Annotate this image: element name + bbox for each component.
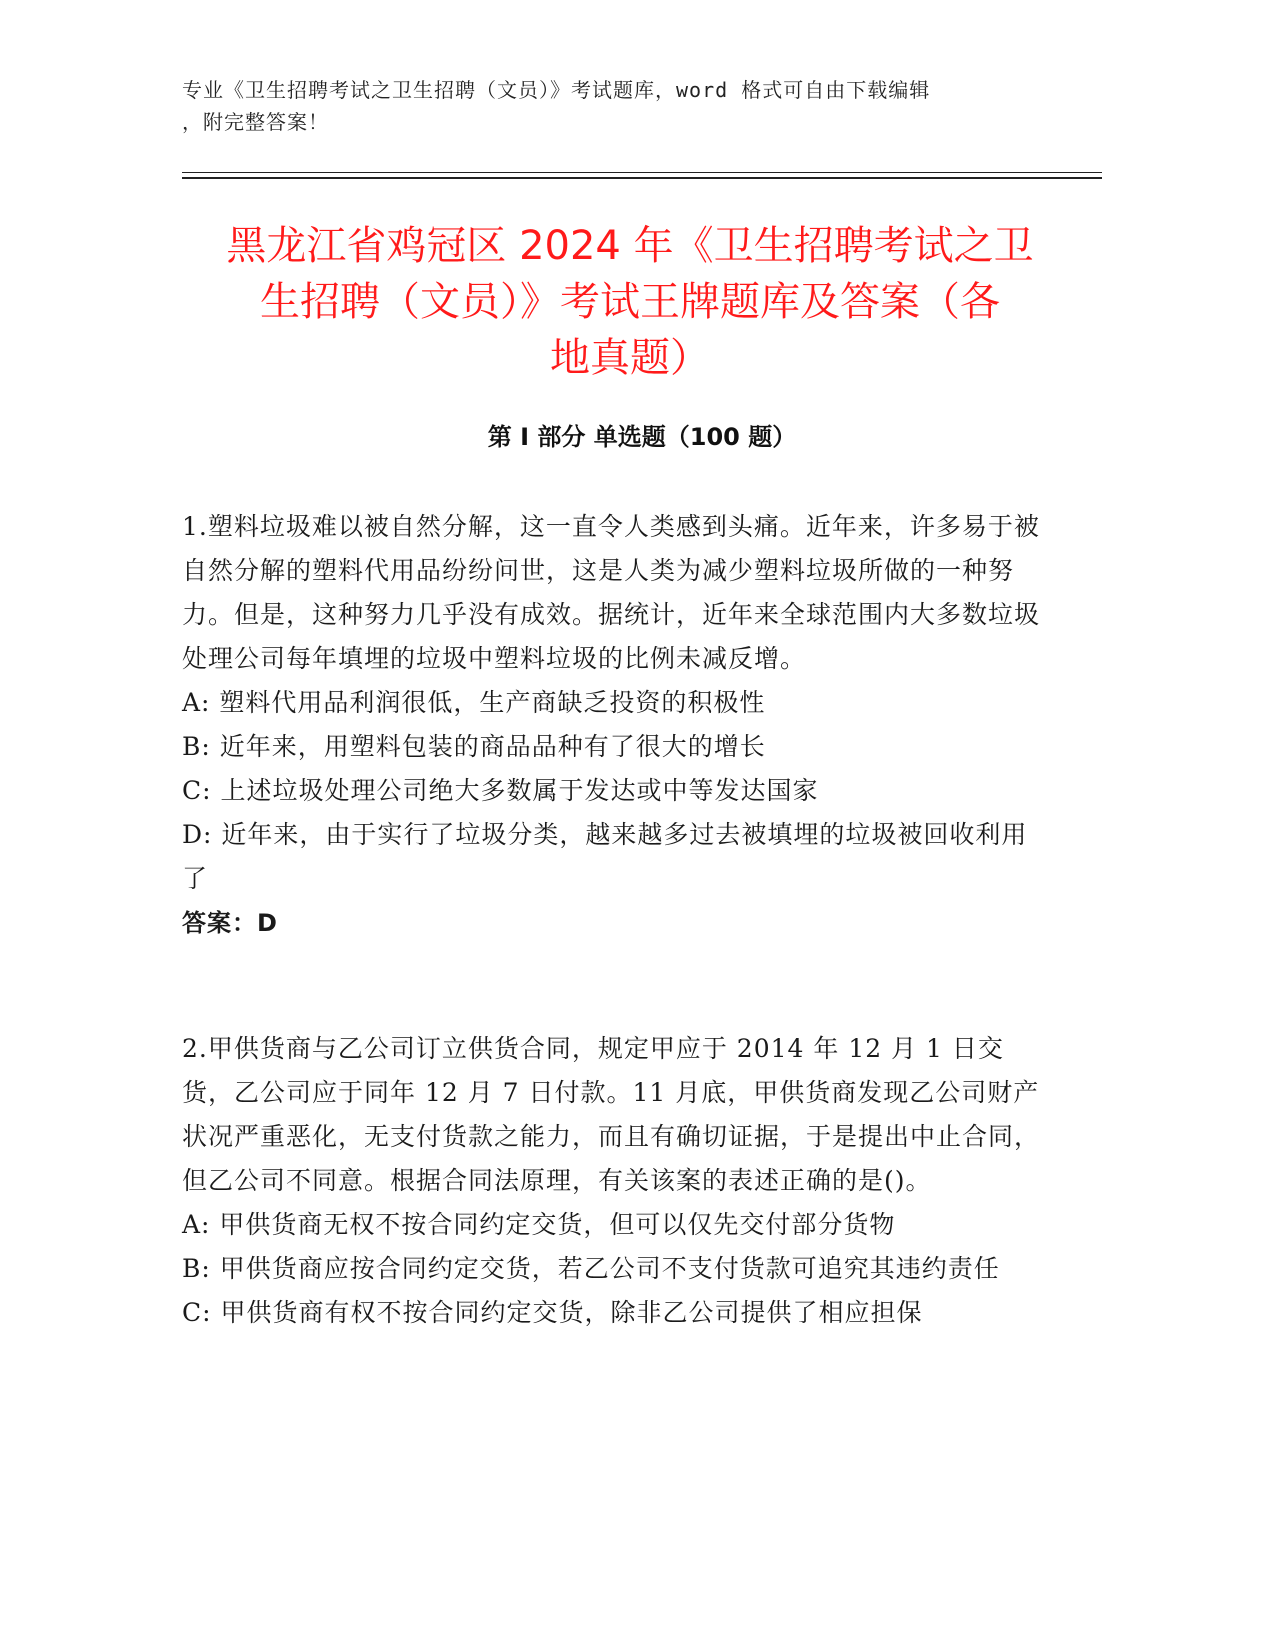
document-title-line-1: 黑龙江省鸡冠区 2024 年《卫生招聘考试之卫 xyxy=(226,223,1034,269)
header-note-line-2: ，附完整答案！ xyxy=(182,110,329,134)
question-1 xyxy=(182,505,1042,945)
option-a: A: 塑料代用品利润很低，生产商缺乏投资的积极性 xyxy=(182,688,766,717)
question-stem: 2.甲供货商与乙公司订立供货合同，规定甲应于 2014 年 12 月 1 日交货，乙公司应于同年 12 月 7 日付款。11 月底，甲供货商发现乙公司财产状况严重恶化，无支付货款之能力，而且有确切证据，于是提出中止合同，但乙公司不同意。根据合同法原理，有关该案的表述正确的是()。 xyxy=(182,1034,1041,1195)
header-divider-thin xyxy=(182,172,1102,173)
header-note-line-1: 专业《卫生招聘考试之卫生招聘（文员）》考试题库，word 格式可自由下载编辑 xyxy=(182,78,931,102)
option-b: B: 甲供货商应按合同约定交货，若乙公司不支付货款可追究其违约责任 xyxy=(182,1254,1000,1283)
option-c: C: 甲供货商有权不按合同约定交货，除非乙公司提供了相应担保 xyxy=(182,1298,923,1327)
document-title-line-2: 生招聘（文员）》考试王牌题库及答案（各 xyxy=(260,279,1000,325)
section-heading: 第 I 部分 单选题（100 题） xyxy=(487,423,797,451)
option-d: D: 近年来，由于实行了垃圾分类，越来越多过去被填埋的垃圾被回收利用了 xyxy=(182,820,1028,893)
option-c: C: 上述垃圾处理公司绝大多数属于发达或中等发达国家 xyxy=(182,776,819,805)
option-a: A: 甲供货商无权不按合同约定交货，但可以仅先交付部分货物 xyxy=(182,1210,896,1239)
header-divider-thick xyxy=(182,177,1102,179)
document-title xyxy=(170,218,1090,386)
document-title-line-3: 地真题） xyxy=(550,335,710,381)
header-note xyxy=(182,74,1062,138)
option-b: B: 近年来，用塑料包装的商品品种有了很大的增长 xyxy=(182,732,766,761)
answer-line: 答案：D xyxy=(182,909,278,937)
question-stem: 1.塑料垃圾难以被自然分解，这一直令人类感到头痛。近年来，许多易于被自然分解的塑料代用品纷纷问世，这是人类为减少塑料垃圾所做的一种努力。但是，这种努力几乎没有成效。据统计，近年来全球范围内大多数垃圾处理公司每年填埋的垃圾中塑料垃圾的比例未减反增。 xyxy=(182,512,1041,673)
question-2 xyxy=(182,1027,1042,1335)
